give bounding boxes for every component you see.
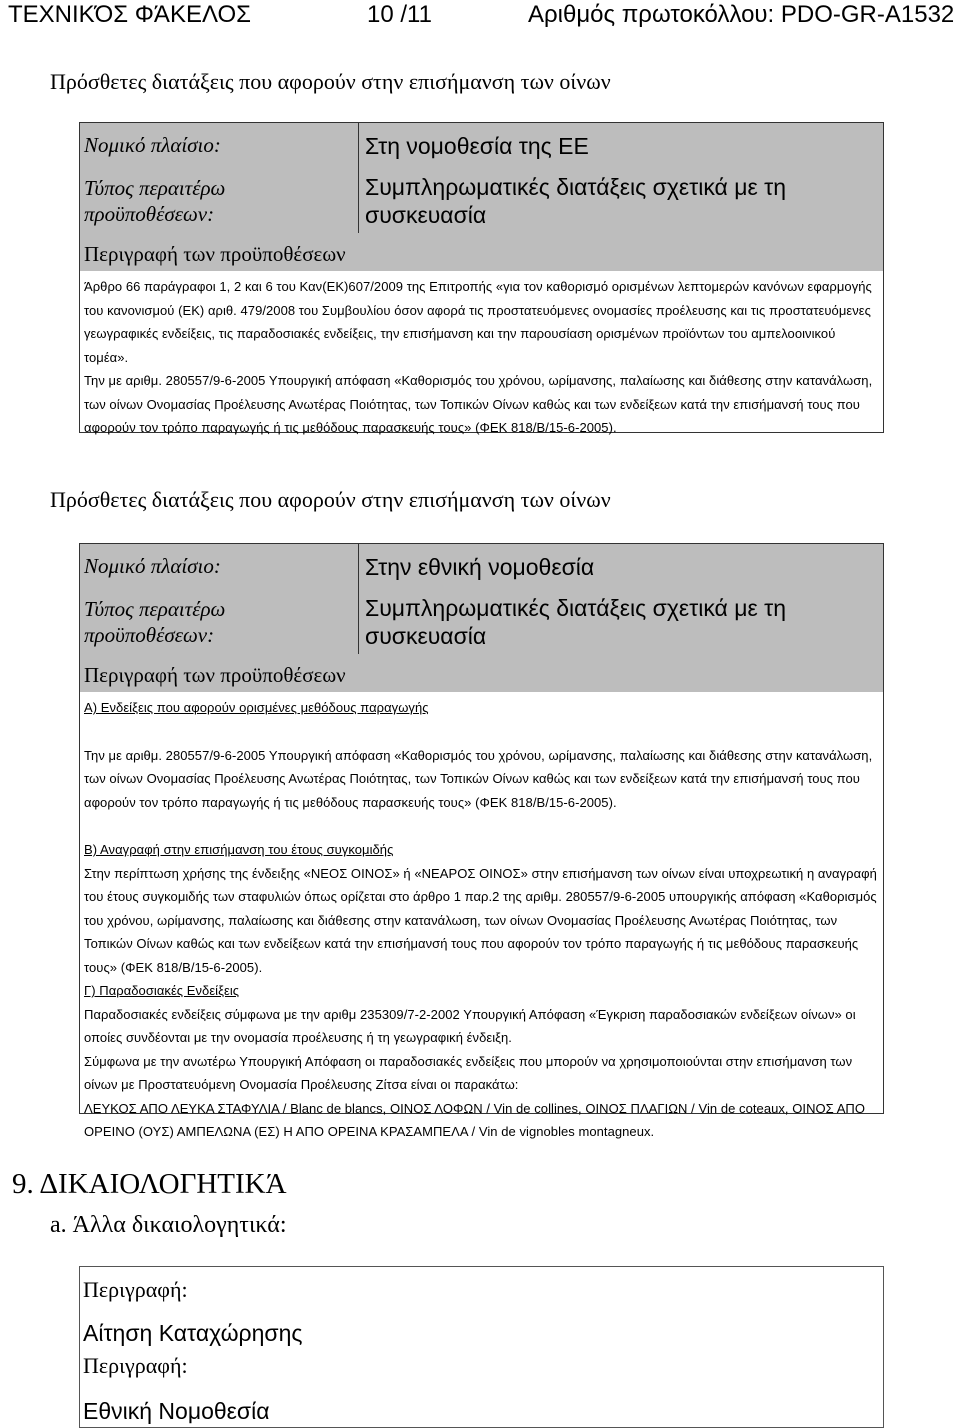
legal-framework-label: Νομικό πλαίσιο: bbox=[84, 133, 221, 157]
document-description-label: Περιγραφή: bbox=[83, 1277, 188, 1302]
section-title: Πρόσθετες διατάξεις που αφορούν στην επισήμανση των οίνων bbox=[50, 487, 611, 512]
legal-framework-value: Στην εθνική νομοθεσία bbox=[365, 554, 595, 580]
condition-type-label-1: Τύπος περαιτέρω bbox=[84, 597, 226, 621]
condition-type-label-2: προϋποθέσεων: bbox=[84, 623, 215, 647]
section-title: Πρόσθετες διατάξεις που αφορούν στην επισήμανση των οίνων bbox=[50, 69, 611, 94]
subsection-heading-a: Α) Ενδείξεις που αφορούν ορισμένες μεθόδους παραγωγής bbox=[84, 700, 429, 715]
conditions-header bbox=[80, 123, 883, 271]
description-paragraph: Άρθρο 66 παράγραφοι 1, 2 και 6 του Καν(ΕΚ)607/2009 της Επιτροπής «για τον καθορισμό ορισμένων λεπτομερών κανόνων εφαρμογής του κανονισμού (ΕΚ) αριθ. 479/2008 του Συμβουλίου όσον αφορά τις προστατευόμενες ονομασίες προέλευσης και τις προστατευόμενες γεωγραφικές ενδείξεις, τις παραδοσιακές ενδείξεις, την επισήμανση και την παρουσίαση ορισμένων προϊόντων του αμπελοοινικού τομέα». bbox=[84, 279, 872, 365]
legal-framework-value: Στη νομοθεσία της ΕΕ bbox=[365, 133, 589, 159]
condition-type-value-2: συσκευασία bbox=[365, 202, 487, 228]
header-protocol-number: Αριθμός πρωτοκόλλου: PDO-GR-A1532 bbox=[528, 1, 955, 28]
condition-type-value-2: συσκευασία bbox=[365, 623, 487, 649]
subsection-heading-c: Γ) Παραδοσιακές Ενδείξεις bbox=[84, 983, 240, 998]
header-page-number: 10 /11 bbox=[367, 1, 432, 28]
condition-type-label-1: Τύπος περαιτέρω bbox=[84, 176, 226, 200]
description-label: Περιγραφή των προϋποθέσεων bbox=[84, 663, 346, 687]
subsection-text-c2: Σύμφωνα με την ανωτέρω Υπουργική Απόφαση οι παραδοσιακές ενδείξεις που μπορούν να χρησιμοποιούνται στην επισήμανση των οίνων με Προστατευόμενη Ονομασία Προέλευσης Ζίτσα είναι οι παρακάτω: bbox=[84, 1053, 853, 1092]
subsection-heading-b: Β) Αναγραφή στην επισήμανση του έτους συγκομιδής bbox=[84, 842, 394, 857]
description-paragraph: Την με αριθμ. 280557/9-6-2005 Υπουργική απόφαση «Καθορισμός του χρόνου, ωρίμανσης, παλαίωσης και διάθεσης στην κατανάλωση, των οίνων Ονομασίας Προέλευσης Ανωτέρας Ποιότητας, των Τοπικών Οίνων καθώς και των ενδείξεων κατά την επισήμανσή τους που αφορούν τον τρόπο παραγωγής ή τις μεθόδους παρασκευής τους» (ΦΕΚ 818/Β/15-6-2005). bbox=[84, 373, 873, 435]
condition-type-value-1: Συμπληρωματικές διατάξεις σχετικά με τη bbox=[365, 595, 787, 621]
subsection-text-c1: Παραδοσιακές ενδείξεις σύμφωνα με την αριθμ 235309/7-2-2002 Υπουργική Απόφαση «Έγκριση παραδοσιακών ενδείξεων οίνων» οι οποίες συνδέονται με την ονομασία προέλευσης ή τη γεωγραφική ένδειξη. bbox=[84, 1006, 856, 1045]
subsection-text-c3: ΛΕΥΚΟΣ ΑΠΟ ΛΕΥΚΑ ΣΤΑΦΥΛΙΑ / Blanc de blancs, ΟΙΝΟΣ ΛΟΦΩΝ / Vin de collines, ΟΙΝΟΣ ΠΛΑΓΙΩΝ / Vin de coteaux, ΟΙΝΟΣ ΑΠΟ ΟΡΕΙΝΟ (ΟΥΣ) ΑΜΠΕΛΩΝΑ (ΕΣ) Η ΑΠΟ ΟΡΕΙΝΑ ΚΡΑΣΑΜΠΕΛΑ / Vin de vignobles montagneux. bbox=[84, 1100, 866, 1139]
condition-type-label-2: προϋποθέσεων: bbox=[84, 202, 215, 226]
document-description-value: Εθνική Νομοθεσία bbox=[83, 1398, 270, 1424]
documents-heading: 9. ΔΙΚΑΙΟΛΟΓΗΤΙΚΆ bbox=[12, 1168, 287, 1200]
conditions-box-eu bbox=[79, 122, 884, 433]
conditions-header bbox=[80, 544, 883, 692]
description-label: Περιγραφή των προϋποθέσεων bbox=[84, 242, 346, 266]
legal-framework-label: Νομικό πλαίσιο: bbox=[84, 554, 221, 578]
other-documents-subheading: a. Άλλα δικαιολογητικά: bbox=[50, 1212, 287, 1238]
condition-type-value-1: Συμπληρωματικές διατάξεις σχετικά με τη bbox=[365, 174, 787, 200]
description-text bbox=[80, 692, 883, 1144]
subsection-text-a: Την με αριθμ. 280557/9-6-2005 Υπουργική απόφαση «Καθορισμός του χρόνου, ωρίμανσης, παλαίωσης και διάθεσης στην κατανάλωση, των οίνων Ονομασίας Προέλευσης Ανωτέρας Ποιότητας, των Τοπικών Οίνων καθώς και των ενδείξεων κατά την επισήμανσή τους που αφορούν τον τρόπο παραγωγής ή τις μεθόδους παρασκευής τους» (ΦΕΚ 818/Β/15-6-2005). bbox=[84, 747, 873, 810]
document-description-value: Αίτηση Καταχώρησης bbox=[83, 1320, 303, 1346]
document-description-label: Περιγραφή: bbox=[83, 1353, 188, 1378]
documents-box bbox=[79, 1266, 884, 1428]
subsection-text-b: Στην περίπτωση χρήσης της ένδειξης «ΝΕΟΣ ΟΙΝΟΣ» ή «ΝΕΑΡΟΣ ΟΙΝΟΣ» στην επισήμανση των οίνων είναι υποχρεωτική η αναγραφή του έτους συγκομιδής των σταφυλιών όπως ορίζεται στο άρθρο 1 παρ.2 της αριθμ. 280557/9-6-2005 υπουργικής απόφαση «Καθορισμός του χρόνου, ωρίμανσης, παλαίωσης και διάθεσης στην κατανάλωση, των οίνων Ονομασίας Προέλευσης Ανωτέρας Ποιότητας, των Τοπικών Οίνων καθώς και των ενδείξεων κατά την επισήμανσή τους που αφορούν τον τρόπο παραγωγής ή τις μεθόδους παρασκευής τους» (ΦΕΚ 818/Β/15-6-2005). bbox=[84, 865, 877, 975]
header-doc-type: ΤΕΧΝΙΚΌΣ ΦΆΚΕΛΟΣ bbox=[8, 1, 251, 28]
conditions-box-national bbox=[79, 543, 884, 1139]
description-text bbox=[80, 271, 883, 440]
